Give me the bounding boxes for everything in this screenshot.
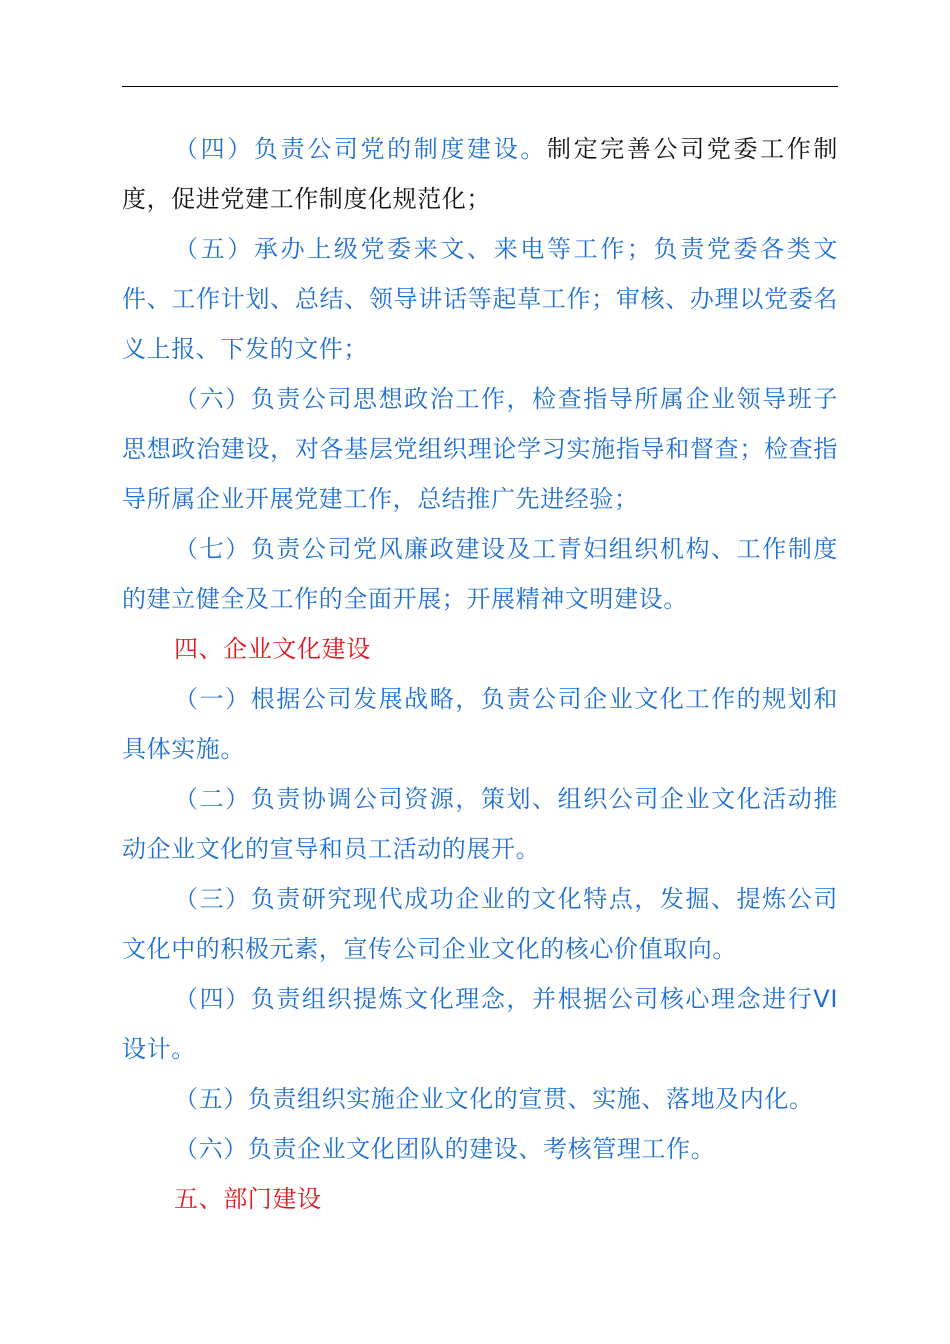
paragraph-party-system-emphasis: 制定完善公司党委工作制度，促进党建工作制度化规范化； xyxy=(122,135,838,213)
paragraph-culture-implementation: （五）负责组织实施企业文化的宣贯、实施、落地及内化。 xyxy=(174,1085,814,1113)
paragraph-culture-activities: （二）负责协调公司资源，策划、组织公司企业文化活动推动企业文化的宣导和员工活动的展开。 xyxy=(122,785,838,863)
paragraph-party-system xyxy=(122,124,838,224)
section-heading-department: 五、部门建设 xyxy=(174,1185,322,1213)
document-body xyxy=(122,124,838,1224)
paragraph-culture-team: （六）负责企业文化团队的建设、考核管理工作。 xyxy=(174,1135,716,1163)
paragraph-culture-planning: （一）根据公司发展战略，负责公司企业文化工作的规划和具体实施。 xyxy=(122,685,838,763)
paragraph-vi-design: （四）负责组织提炼文化理念，并根据公司核心理念进行VI设计。 xyxy=(122,985,838,1063)
paragraph-integrity: （七）负责公司党风廉政建设及工青妇组织机构、工作制度的建立健全及工作的全面开展；开展精神文明建设。 xyxy=(122,535,838,613)
paragraph-ideological-work: （六）负责公司思想政治工作，检查指导所属企业领导班子思想政治建设，对各基层党组织理论学习实施指导和督查；检查指导所属企业开展党建工作，总结推广先进经验； xyxy=(122,385,838,513)
paragraph-party-system-lead: （四）负责公司党的制度建设。 xyxy=(174,135,547,163)
paragraph-documents: （五）承办上级党委来文、来电等工作；负责党委各类文件、工作计划、总结、领导讲话等起草工作；审核、办理以党委名义上报、下发的文件； xyxy=(122,235,838,363)
paragraph-culture-research: （三）负责研究现代成功企业的文化特点，发掘、提炼公司文化中的积极元素，宣传公司企业文化的核心价值取向。 xyxy=(122,885,838,963)
header-rule xyxy=(122,86,838,87)
section-heading-culture: 四、企业文化建设 xyxy=(174,635,371,663)
